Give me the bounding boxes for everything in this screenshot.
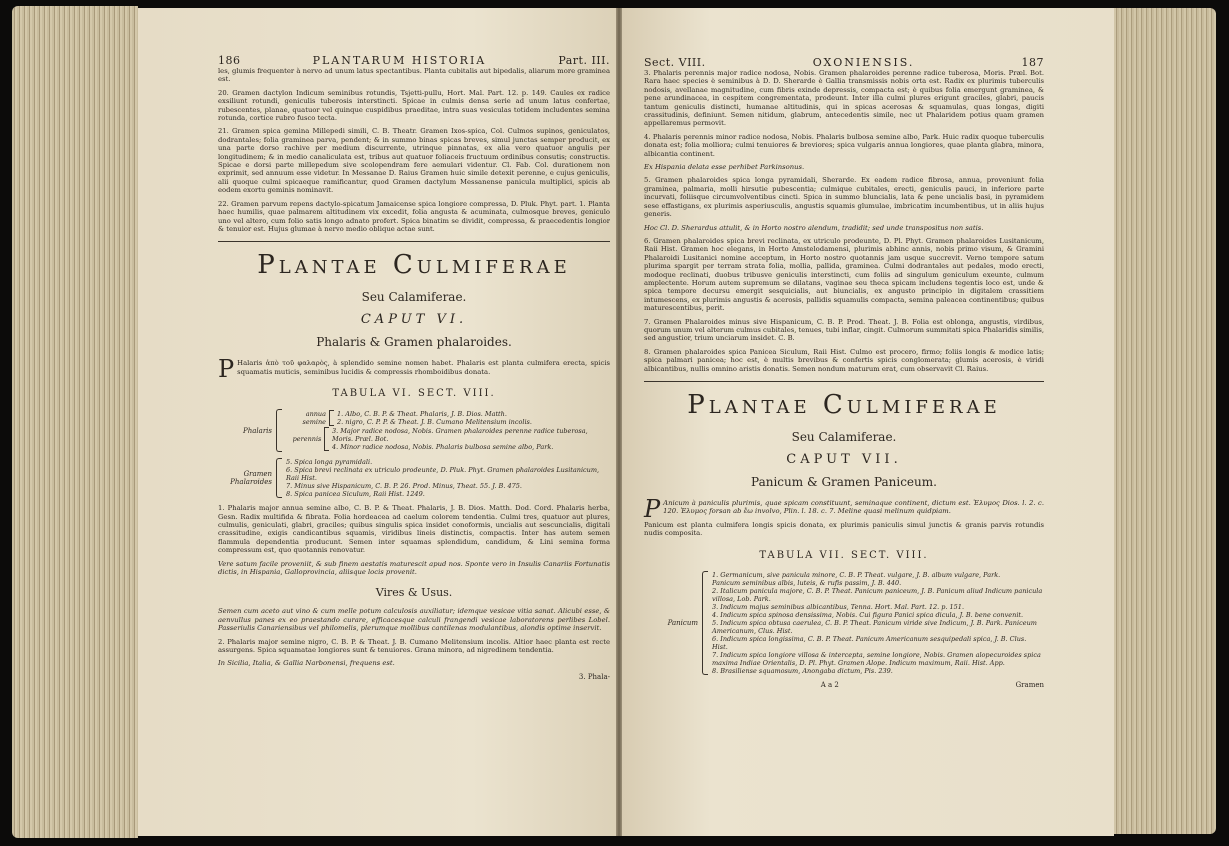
- part-label: Part. III.: [558, 54, 610, 67]
- paragraph: Ex Hispania delata esse perhibet Parkinsonus.: [644, 163, 805, 172]
- book-page-edges-left: [12, 6, 138, 838]
- paragraph: 5. Gramen phalaroides spica longa pyramidali, Sherarde. Ex eadem radice fibrosa, annua, proveniunt folia graminea, palmaria, molli hirsutie pubescentia; culmique cubitales, erecti, geniculis pauci, in inferiore parte incurvati, foliisque circumvolventibus cincti. Spica in summo bluncialis, lata & pene uncialis basi, in pyramidem sese effastigans, ex plurimis asperiusculis, angustis squamis glumulae, imbricatim incumbentibus, ut in aliis hujus generis.: [644, 176, 1044, 219]
- paragraph: 1. Phalaris major annua semine albo, C. B. P. & Theat. Phalaris, J. B. Dios. Matth. Dod. Cord. Phalaris herba, Gesn. Radix multifida & fibrata. Folia hordeacea ad caelum colorem tendentia. Culmi tres, quatuor aut plures, culmulis, geniculati, glabri, graciles; quibus singulis spica insidet conoformis, uncialis aut sescuncialis, digitali crassitudine, exigis candicantibus squamis, viridibus lineis distinctis, compactis. Inter has autem semen flammula dependentia producunt. Semen inter squamas splendidum, candidum, & Lini semina forma compressum est, quo quotannis renovatur.: [218, 504, 610, 555]
- list-item: 1. Germanicum, sive panicula minore, C. B. P. Theat. vulgare, J. B. album vulgare, Park.: [712, 570, 1001, 579]
- list-item: 6. Indicum spica longissima, C. B. P. Theat. Panicum Americanum sesquipedali spica, J. B. Clus. Hist.: [712, 634, 1027, 651]
- classification-panicum: [644, 571, 1044, 675]
- page-number: 186: [218, 54, 241, 67]
- table-heading: TABULA VI. SECT. VIII.: [332, 388, 496, 400]
- intro-text: Anicum à paniculis plurimis, quae spicam constituunt, seminaque continent, dictum est. Ἐλυμος Dios. l. 2. c. 120. Ἐλυμος forsan ab ἔω involvo, Plin. l. 18. c. 7. Meline quasi melinum quidpiam.: [663, 499, 1044, 516]
- paragraph: Vere satum facile proveniit, & sub finem aestatis maturescit apud nos. Sponte vero in Insulis Canariis Fortunatis dictis, in Hispania, Galloprovincia, aliisque locis provenit.: [218, 559, 610, 576]
- running-head: [644, 56, 1044, 69]
- signature-mark: A a 2: [820, 680, 839, 689]
- annua-label: annua semine: [302, 410, 326, 427]
- classification-gramen-phalaroides: [218, 458, 610, 498]
- list-item: 8. Spica panicea Siculum, Raii Hist. 1249.: [286, 490, 425, 499]
- paragraph: 4. Phalaris perennis minor radice nodosa, Nobis. Phalaris bulbosa semine albo, Park. Huic radix quoque tuberculis donata est; folia molliora; culmi tenuiores & breviores; spica vulgaris annua longiores, quae planta glabra, minora, albicantia continent.: [644, 132, 1044, 158]
- classification-phalaris: [218, 409, 610, 452]
- paragraph: 2. Phalaris major semine nigro, C. B. P. & Theat. J. B. Cumano Melitensium incolis. Altior haec planta est recte assurgens. Spica squamatae longiores sunt & tenuiores. Grana minora, ad nigredinem tendentia.: [218, 637, 610, 654]
- list-item: 4. Minor radice nodosa, Nobis. Phalaris bulbosa semine albo, Park.: [331, 443, 554, 452]
- perennis-label: perennis: [292, 435, 322, 444]
- paragraph: 6. Gramen phalaroides spica brevi reclinata, ex utriculo prodeunte, D. Pl. Phyt. Gramen phalaroides Lusitanicum, Raii Hist. Gramen hoc elegans, in Horto Amstelodamensi, plurimis abhinc annis, nobis primo visum, & Gramini Phalaroidi Lusitanici nomine acceptum, in Horto nostro quotannis jam usque succrevit. Verno tempore satum plurima spargit per terram strata folia, mollia, pallida, graminea. Culmi dodrantales aut pedales, modo erecti, modoque reclinati, duobus tribusve geniculis interstincti, cum foliis ad singulum geniculum exeunte, culmum amplectente. Horum autem supremum se dilatans, vaginae seu theca spicam includens tegentis loco est, unde & spica tempore decursu emergit sesquicialis, aut biuncialis, ex angusto principio in digitalem crassitiem intumescens, ex plurimis angustis & acerosis, pallidis squamulis compacta, semina paleacea continentibus; quibus maturescentibus, perit.: [644, 236, 1044, 313]
- paragraph: 22. Gramen parvum repens dactylo-spicatum Jamaicense spica longiore compressa, D. Pluk. Phyt. part. 1. Planta haec humilis, quae palmarem altitudinem vix excedit, folia angusta & acuminata, culmosque breves, geniculo uno vel altero, cum folio satis longo adnato profert. Spica binatim se dividit, compressa, & praecedentis longior & tenuior est. Hujus glumae à nervo medio oblique actae sunt.: [218, 199, 610, 233]
- brace-label: Phalaris: [243, 426, 272, 435]
- catchword: 3. Phala-: [578, 672, 610, 681]
- section-subheading: Seu Calamiferae.: [791, 430, 897, 444]
- list-item: Panicum seminibus albis, luteis, & rufis passim, J. B. 440.: [712, 578, 902, 587]
- drop-cap: P: [218, 355, 235, 384]
- running-title: PLANTARUM HISTORIA: [312, 54, 487, 67]
- list-item: 7. Minus sive Hispanicum, C. B. P. 26. Prod. Minus, Theat. 55. J. B. 475.: [286, 482, 522, 491]
- section-label: Sect. VIII.: [644, 56, 706, 69]
- page-number: 187: [1021, 56, 1044, 69]
- paragraph: Hoc Cl. D. Sherardus attulit, & in Horto nostro alendum, tradidit; sed unde transpositus non satis.: [644, 223, 984, 232]
- intro-paragraph: [218, 355, 610, 384]
- paragraph: Semen cum aceto aut vino & cum melle potum calculosis auxiliatur; idemque vesicae vitia sanat. Alicubi esse, & aenvullus panes ex eo praestando curare, efficacesque calculi frangendi vesicae laboratorens perlibes Lobel. Passeriulis Canariensibus vel philomelis, plerumque mollibus cantilenas modulantibus, alondis optime inservit.: [218, 607, 610, 633]
- brace: [702, 571, 708, 675]
- list-item: 5. Indicum spica obtusa caerulea, C. B. P. Theat. Panicum viride sive Indicum, J. B. Park. Paniceum Americanum, Clus. Hist.: [712, 618, 1037, 635]
- intro-paragraph: [644, 495, 1044, 523]
- paragraph: 20. Gramen dactylon Indicum seminibus rotundis, Tsjetti-pullu, Hort. Mal. Part. 12. p. 149. Caules ex radice exsiliunt rotundi, geniculis tuberosis interstincti. Spicae in culmis densa serie ad unum latus confertae, rubescentes, planae, quatuor vel quinque cuspidibus praeditae, intra suas vesiculas totidem includentes semina rotunda, cortice rubro fusco tecta.: [218, 88, 610, 123]
- paragraph: les, glumis frequenter à nervo ad unum latus spectantibus. Planta cubitalis aut bipedalis, aliarum more graminea est.: [218, 67, 610, 84]
- chapter-title: Panicum & Gramen Paniceum.: [751, 475, 937, 489]
- paragraph: 7. Gramen Phalaroides minus sive Hispanicum, C. B. P. Prod. Theat. J. B. Folia est oblonga, angustis, virdibus, quorum unum vel alterum culmus cubitales, tenues, tubi inflar, cingit. Culmorum summitati spica Phalaridis similis, sed angustior, trium unciarum insidet. C. B.: [644, 317, 1044, 343]
- paragraph: 8. Gramen phalaroides spica Panicea Siculum, Raii Hist. Culmo est procero, firmo; foliis longis & modice latis; spica palmari panicea; hoc est, è multis brevibus & confertis spicis conglomerata; glumis acerosis, è viridi albicantibus, nullis omnino aristis donatis. Semen nondum maturum erat, cum observavit Cl. Raius.: [644, 347, 1044, 373]
- list-item: 7. Indicum spica longiore villosa & intercepta, semine longiore, Nobis. Gramen alopecuroides spica maxima Indiae Orientalis, D. Pl. Phyt. Gramen Alope. Indicum maximum, Raii. Hist. App.: [712, 650, 1041, 667]
- catchword: Gramen: [1015, 680, 1044, 689]
- brace: [329, 410, 334, 426]
- list-item: 8. Brasiliense squamosum, Anongaba dictum, Pis. 239.: [712, 666, 893, 675]
- running-title: OXONIENSIS.: [812, 56, 915, 69]
- list-item: 3. Indicum majus seminibus albicantibus, Tenna. Hort. Mal. Part. 12. p. 151.: [712, 602, 965, 611]
- paragraph: 21. Gramen spica gemina Millepedi simili, C. B. Theatr. Gramen Ixos-spica, Col. Culmos supinos, geniculatos, dodrantales; folia graminea parva, pendent; & in summo binas spicas breves, simul junctas semper producit, ex una parte dorso rachive per medium discurrente, utrinque pinnatas, ex alia vero quatuor angulis per longitudinem; & in medio canaliculata est, tribus aut quatuor foliaceis fructuum ordinibus consutis; constructis. Spicae e dorsi parte millepedum sive scolopendram fere aemulari videntur. Cl. Fab. Col. durationem non exprimit, sed annuum esse videtur. In Messanae D. Raius Gramen huic simile detexit perenne, e cujus geniculis, alii quoque culmi spicaeque ramificantur, quod Gramen dactylum Messanense panicula multiplici, spicis ab eodem exortu geminis nominavit.: [218, 127, 610, 195]
- list-item: 3. Major radice nodosa, Nobis. Gramen phalaroides perenne radice tuberosa, Moris. Præl. Bot.: [331, 427, 588, 444]
- subsection-heading: Vires & Usus.: [375, 586, 453, 600]
- brace-label: Gramen Phalaroides: [230, 470, 272, 487]
- right-page: [622, 8, 1114, 836]
- paragraph: Panicum est planta culmifera longis spicis donata, ex plurimis paniculis simul junctis & granis parvis rotundis nudis composita.: [644, 520, 1044, 538]
- section-heading: Plantae Culmiferae: [687, 390, 1001, 420]
- list-item: 5. Spica longa pyramidali.: [286, 458, 373, 467]
- brace: [276, 458, 282, 498]
- brace: [276, 409, 282, 452]
- chapter-number: CAPUT VI.: [360, 312, 468, 328]
- left-page: [138, 8, 616, 836]
- list-item: 2. nigro, C. P. P. & Theat. J. B. Cumano Melitensium incolis.: [337, 418, 532, 427]
- list-item: 2. Italicum panicula majore, C. B. P. Theat. Panicum paniceum, J. B. Panicum aliud Indicum panicula villosa, Lob. Park.: [712, 586, 1043, 603]
- list-item: 6. Spica brevi reclinata ex utriculo prodeunte, D. Pluk. Phyt. Gramen phalaroides Lusitanicum, Raii Hist.: [286, 466, 600, 483]
- intro-text: Halaris ἀπὸ τοῦ φαλαρὸς, à splendido semine nomen habet. Phalaris est planta culmifera erecta, spicis squamatis muticis, seminibus lucidis & compressis rhomboidibus donata.: [237, 359, 610, 376]
- list-item: 4. Indicum spica spinosa densissima, Nobis. Cui figura Panici spica dicula, J. B. bene convenit.: [712, 610, 1024, 619]
- section-heading: Plantae Culmiferae: [257, 250, 571, 281]
- table-heading: TABULA VII. SECT. VIII.: [759, 549, 929, 561]
- running-head: [218, 54, 610, 67]
- book-page-edges-right: [1114, 8, 1216, 834]
- brace-label: Panicum: [667, 618, 698, 627]
- paragraph: In Sicilia, Italia, & Gallia Narbonensi, frequens est.: [218, 659, 395, 668]
- chapter-title: Phalaris & Gramen phalaroides.: [316, 335, 512, 350]
- divider: [644, 381, 1044, 382]
- divider: [218, 241, 610, 242]
- brace: [324, 427, 329, 451]
- paragraph: 3. Phalaris perennis major radice nodosa, Nobis. Gramen phalaroides perenne radice tuberosa, Moris. Præl. Bot. Rara haec species è seminibus à D. D. Sherarde è Gallia transmissis nobis orta est. Radix ex plurimis tuberculis nodosis, avellanae magnitudine, cum fibris exinde depressis, compacta est; è quibus folia emergunt graminea, & pene arundinacea, in cespitem congrementata, prodeunt. Inter illa culmi plures erigunt graciles, glabri, paucis tantum geniculis distincti, humanae altitudinis, qui in spicas acerosas & squamulas, quas longas, digiti crassitudinis, definiunt. Semen nitidum, glabrum, antecedentis simile, nec ut Phalaridem potius quam gramen appellaremus permovit.: [644, 69, 1044, 128]
- section-subheading: Seu Calamiferae.: [361, 290, 467, 305]
- chapter-number: CAPUT VII.: [786, 452, 902, 467]
- drop-cap: P: [644, 495, 661, 523]
- list-item: 1. Albo, C. B. P. & Theat. Phalaris, J. B. Dios. Matth.: [337, 410, 507, 419]
